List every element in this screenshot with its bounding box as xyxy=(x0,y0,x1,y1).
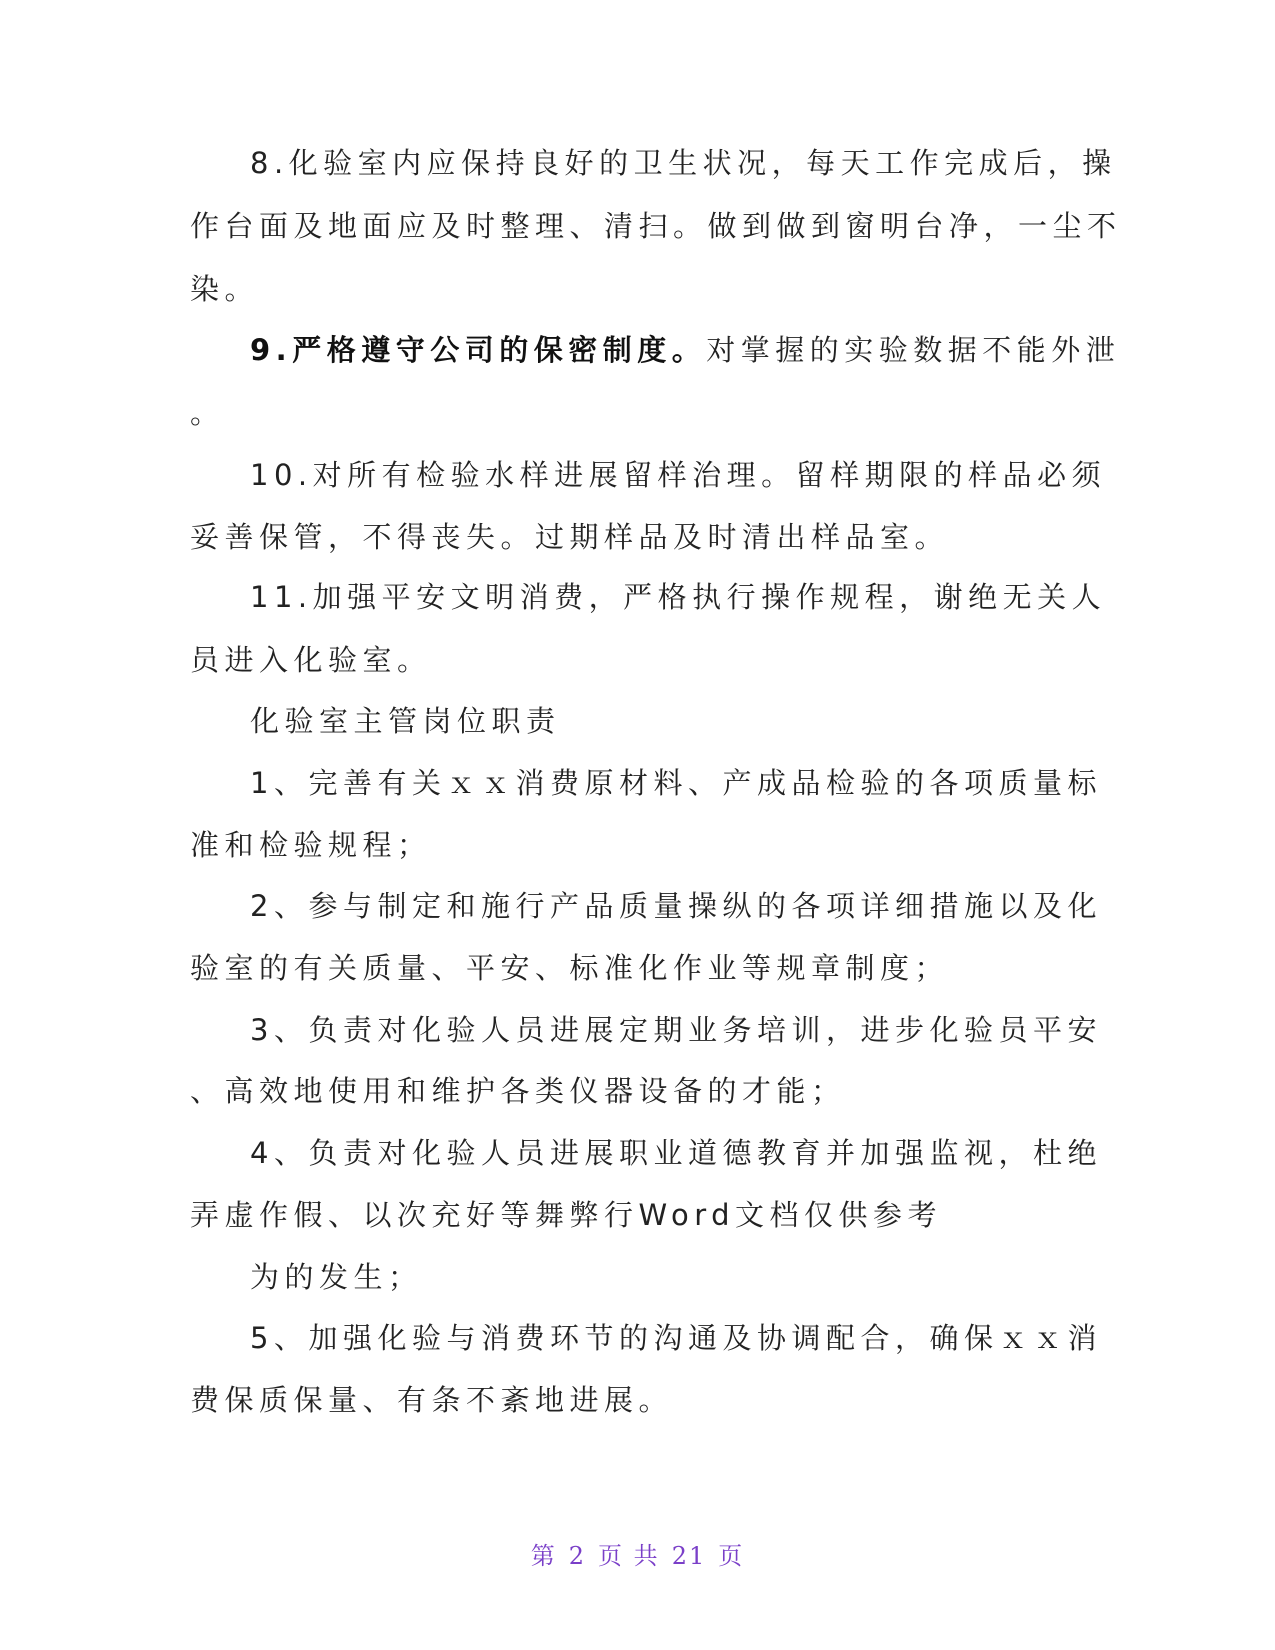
paragraph-line: 妥善保管，不得丧失。过期样品及时清出样品室。 xyxy=(190,520,950,554)
paragraph-line: 染。 xyxy=(190,272,260,306)
paragraph-line: 员进入化验室。 xyxy=(190,643,432,677)
paragraph-line: 作台面及地面应及时整理、清扫。做到做到窗明台净，一尘不 xyxy=(190,209,1122,243)
paragraph-line: 验室的有关质量、平安、标准化作业等规章制度； xyxy=(190,951,950,985)
footer-suffix: 页 xyxy=(718,1542,745,1570)
footer-page-number: 2 xyxy=(568,1542,587,1570)
paragraph-line: 费保质保量、有条不紊地进展。 xyxy=(190,1383,674,1417)
paragraph-line: 。 xyxy=(190,396,225,430)
paragraph-line xyxy=(250,330,1150,370)
footer-total-pages: 21 xyxy=(671,1542,707,1570)
paragraph-line: 、高效地使用和维护各类仪器设备的才能； xyxy=(190,1074,846,1108)
paragraph-line: 10.对所有检验水样进展留样治理。留样期限的样品必须 xyxy=(250,458,1107,492)
footer-middle: 页 共 xyxy=(598,1542,660,1570)
paragraph-line: 3、负责对化验人员进展定期业务培训，进步化验员平安 xyxy=(250,1013,1102,1047)
page-footer xyxy=(0,1536,1275,1571)
paragraph-line: 8.化验室内应保持良好的卫生状况，每天工作完成后，操 xyxy=(250,146,1117,180)
bold-heading: 9.严格遵守公司的保密制度。 xyxy=(250,333,707,367)
paragraph-line: 5、加强化验与消费环节的沟通及协调配合，确保ｘｘ消 xyxy=(250,1321,1102,1355)
paragraph-line: 为的发生； xyxy=(250,1260,423,1294)
paragraph-line: 2、参与制定和施行产品质量操纵的各项详细措施以及化 xyxy=(250,889,1102,923)
paragraph-line: 准和检验规程； xyxy=(190,828,432,862)
paragraph-line: 1、完善有关ｘｘ消费原材料、产成品检验的各项质量标 xyxy=(250,766,1102,800)
section-heading: 化验室主管岗位职责 xyxy=(250,704,561,738)
paragraph-line: 4、负责对化验人员进展职业道德教育并加强监视，杜绝 xyxy=(250,1136,1102,1170)
footer-prefix: 第 xyxy=(530,1542,557,1570)
paragraph-text: 对掌握的实验数据不能外泄 xyxy=(706,333,1121,367)
paragraph-line: 11.加强平安文明消费，严格执行操作规程，谢绝无关人 xyxy=(250,580,1107,614)
paragraph-line: 弄虚作假、以次充好等舞弊行Word文档仅供参考 xyxy=(190,1198,943,1232)
